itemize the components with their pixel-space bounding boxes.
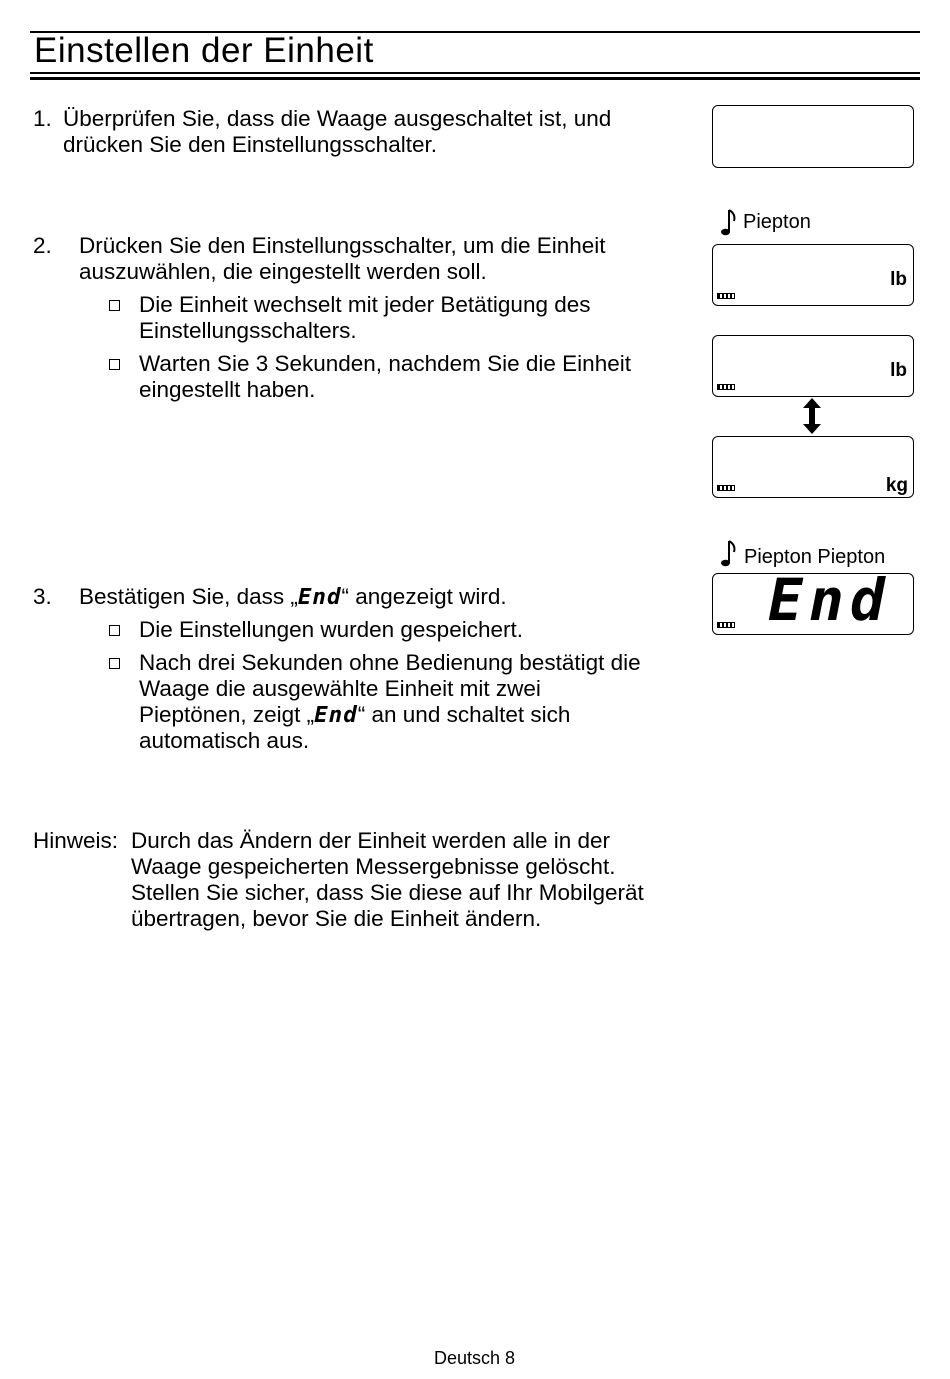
step1-number: 1. [33,106,52,131]
note-label: Hinweis: [33,828,119,853]
lcd-display-blank [712,105,914,168]
checkbox-bullet-icon [109,300,120,311]
unit-lb-label: lb [890,360,907,381]
step3-number: 3. [33,584,52,609]
end-display-text: End [768,566,891,634]
end-segment-text: End [297,584,342,610]
lcd-display-lb-2 [712,335,914,397]
step2-line1: Drücken Sie den Einstellungsschalter, um die Einheit [79,233,606,258]
step2-bullet1-line1: Die Einheit wechselt mit jeder Betätigung des [139,292,591,317]
step3-bullet1: Die Einstellungen wurden gespeichert. [139,617,523,642]
up-down-arrow-icon [802,398,822,439]
note-line2: Waage gespeicherten Messergebnisse gelöscht. [131,854,616,879]
battery-icon [717,293,735,299]
header-rule-bottom-thick [30,77,920,80]
beep-label-2: Piepton Piepton [744,546,886,568]
step3-prefix: Bestätigen Sie, dass „ [79,584,298,609]
battery-icon [717,622,735,628]
page-footer: Deutsch 8 [434,1348,516,1368]
lcd-display-end [712,566,914,635]
page-title: Einstellen der Einheit [34,31,374,70]
step2-bullet2-line2: eingestellt haben. [139,377,316,402]
step3-suffix: “ angezeigt wird. [341,584,507,609]
music-note-icon [719,539,739,574]
step1-line2: drücken Sie den Einstellungsschalter. [63,132,437,157]
end-segment-text: End [314,702,358,728]
note-line3: Stellen Sie sicher, dass Sie diese auf Ihr Mobilgerät [131,880,644,905]
music-note-icon [719,208,739,243]
step3-bullet2-prefix: Pieptönen, zeigt „ [139,702,315,727]
step2-bullet2-line1: Warten Sie 3 Sekunden, nachdem Sie die Einheit [139,351,631,376]
step3-bullet2-line4: automatisch aus. [139,728,310,753]
step2-line2: auszuwählen, die eingestellt werden soll. [79,259,487,284]
battery-icon [717,384,735,390]
beep-label-1: Piepton [743,211,811,233]
checkbox-bullet-icon [109,625,120,636]
step3-bullet2-suffix: “ an und schaltet sich [357,702,571,727]
step1-line1: Überprüfen Sie, dass die Waage ausgeschaltet ist, und [63,106,612,131]
battery-icon [717,485,735,491]
lcd-display-kg [712,436,914,498]
header-rule-bottom [30,72,920,74]
note-line4: übertragen, bevor Sie die Einheit ändern. [131,906,542,931]
lcd-display-lb [712,244,914,306]
step2-number: 2. [33,233,52,258]
step3-bullet2-line3 [139,702,570,728]
unit-kg-label: kg [885,475,908,496]
unit-lb-label: lb [890,269,907,290]
note-line1: Durch das Ändern der Einheit werden alle in der [131,828,611,853]
step2-bullet1-line2: Einstellungsschalters. [139,318,357,343]
step3-bullet2-line2: Waage die ausgewählte Einheit mit zwei [139,676,541,701]
step3-line1 [79,584,507,610]
checkbox-bullet-icon [109,658,120,669]
checkbox-bullet-icon [109,359,120,370]
step3-bullet2-line1: Nach drei Sekunden ohne Bedienung bestätigt die [139,650,641,675]
